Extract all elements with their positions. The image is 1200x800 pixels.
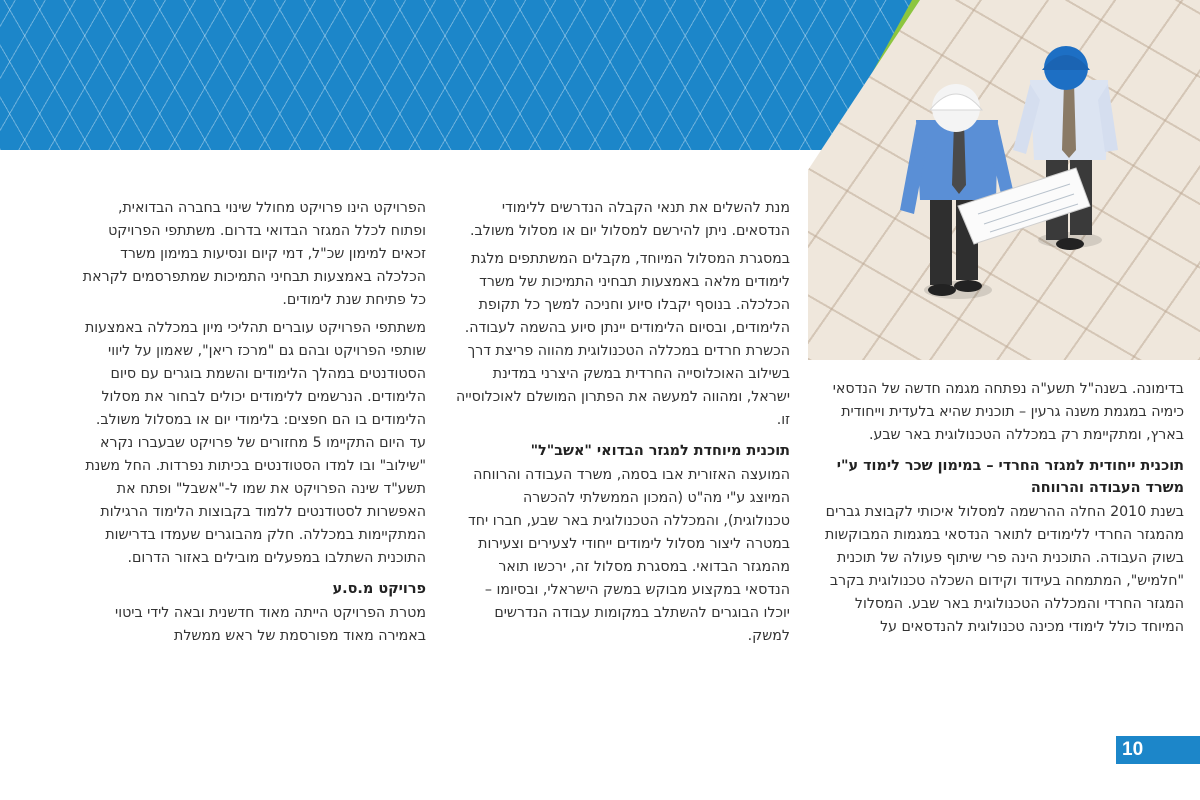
- page-number: 10: [1116, 736, 1200, 764]
- middle-paragraph-1: מנת להשלים את תנאי הקבלה הנדרשים ללימודי הנדסאים. ניתן להירשם למסלול יום או מסלול משולב.: [470, 200, 790, 239]
- left-paragraph-3: מטרת הפרויקט הייתה מאוד חדשנית ובאה לידי ביטוי באמירה מאוד מפורסמת של ראש ממשלת: [115, 605, 426, 644]
- right-paragraph-1: בדימונה. בשנה"ל תשע"ה נפתחה מגמה חדשה של הנדסאי כימיה במגמת משנה גרעין – תוכנית שהיא בלעדית וייחודית בארץ, ומתקיימת רק במכללה הטכנולוגית באר שבע.: [832, 381, 1184, 443]
- header-pattern-band: [0, 0, 920, 150]
- left-paragraph-2: משתתפי הפרויקט עוברים תהליכי מיון במכללה באמצעות שותפי הפרויקט ובהם גם "מרכז ריאן", שאמון על ליווי הסטודנטים במהלך הלימודים והשמת בוגרים עם סיום הלימודים. הנרשמים ללימודים יכולים לבחור את מסלול הלימודים בו הם חפצים: בלימודי יום או במסלול משולב. עד היום התקיימו 5 מחזורים של פרויקט שבעברו נקרא "שילוב" ובו למדו הסטודנטים בכיתות נפרדות. החל משנת תשע"ד שינה הפרויקט את שמו ל-"אשבל" ופתח את האפשרות לסטודנטים ללמוד בקבוצות הלימוד הרגילות המתקיימות במכללה. חלק מהבוגרים שעמדו בדרישות התוכנית השתלבו במפעלים מובילים באזור הדרום.: [84, 320, 426, 566]
- right-column: [808, 378, 1184, 644]
- left-paragraph-1: הפרויקט הינו פרויקט מחולל שינוי בחברה הבדואית, ופתוח לכלל המגזר הבדואי בדרום. משתתפי הפרויקט זכאים למימון שכ"ל, דמי קיום ונסיעות במימון משרד הכלכלה באמצעות תבחיני התמיכות שמתפרסמים לקראת כל פתיחת שנת לימודים.: [82, 200, 426, 308]
- right-paragraph-2: בשנת 2010 החלה ההרשמה למסלול איכותי לקבוצת גברים מהמגזר החרדי ללימודים לתואר הנדסאי במגמות המבוקשות בשוק העבודה. התוכנית הינה פרי שיתוף פעולה של תוכנית "חלמיש", המתמחה בעידוד וקידום השכלה טכנולוגית בקרב המגזר החרדי והמכללה הטכנולוגית באר שבע. המסלול המיוחד כולל לימודי מכינה טכנולוגית להנדסאים על: [824, 504, 1184, 635]
- middle-paragraph-2: במסגרת המסלול המיוחד, מקבלים המשתתפים מלגת לימודים מלאה באמצעות תבחיני התמיכות של משרד הכלכלה. בנוסף יקבלו סיוע וחניכה למשך כל תקופת הלימודים, ובסיום הלימודים יינתן סיוע בהשמה לעבודה. הכשרת חרדים במכללה הטכנולוגית מהווה פריצת דרך בשילוב האוכלוסייה החרדית במשק היצרני במדינת ישראל, ומהווה למעשה את הפתרון המושלם לאוכלוסייה זו.: [456, 251, 790, 428]
- middle-column: [455, 197, 790, 653]
- left-heading-masa-project: פרויקט מ.ס.ע: [332, 581, 426, 597]
- left-column: [80, 197, 426, 653]
- middle-paragraph-3: המועצה האזורית אבו בסמה, משרד העבודה והרווחה המיוצג ע"י מה"ט (המכון הממשלתי להכשרה טכנולוגית), והמכללה הטכנולוגית באר שבע, חברו יחד במטרה ליצור מסלול לימודים ייחודי לצעירים וצעירות מהמגזר הבדואי. במסגרת מסלול זה, ירכשו תואר הנדסאי במקצוע מבוקש במשק הישראלי, ובסיומו – יוכלו הבוגרים להשתלב במקומות עבודה הנדרשים למשק.: [468, 467, 790, 644]
- middle-heading-bedouin-program: תוכנית מיוחדת למגזר הבדואי "אשב"ל": [530, 443, 790, 459]
- right-heading-haredi-program: תוכנית ייחודית למגזר החרדי – במימון שכר לימוד ע"י משרד העבודה והרווחה: [836, 458, 1184, 496]
